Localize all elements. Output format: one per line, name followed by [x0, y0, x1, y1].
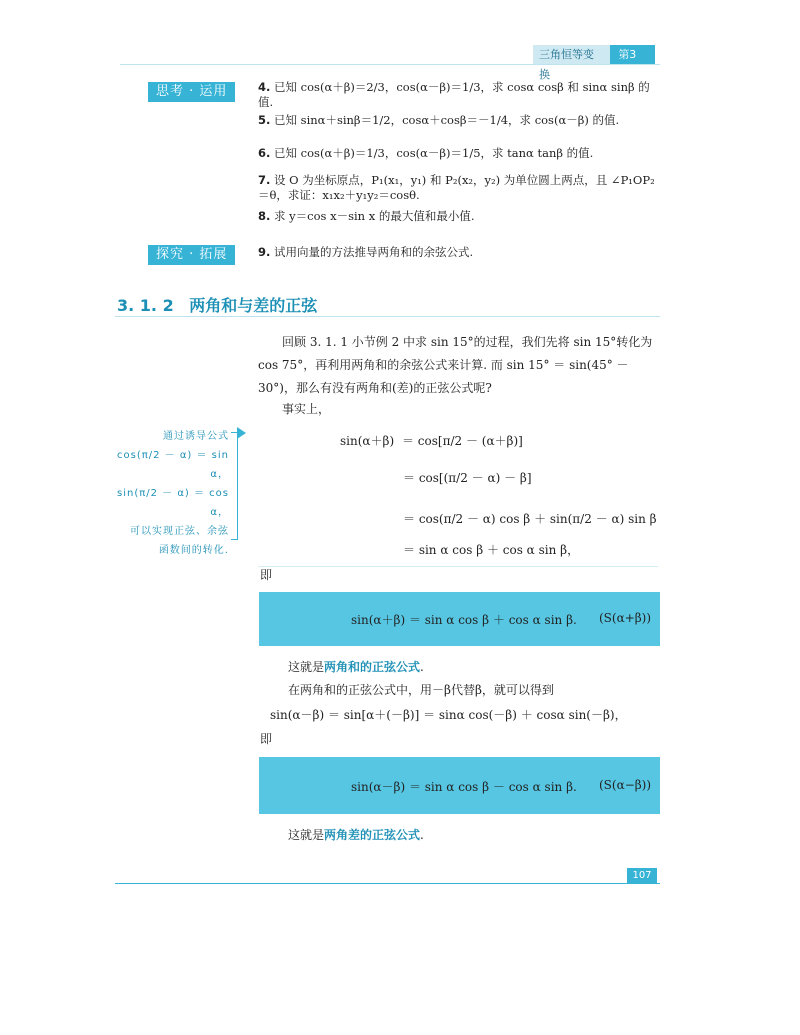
conclusion-prefix: 这就是	[288, 660, 325, 674]
sum-formula: sin(α＋β) ＝ sin α cos β ＋ cos α sin β.	[351, 613, 577, 627]
problem-number: 6.	[258, 146, 271, 160]
diff-formula-term: 两角差的正弦公式	[324, 828, 421, 842]
problem-6	[258, 146, 658, 161]
problem-number: 4.	[258, 80, 271, 94]
problem-number: 7.	[258, 173, 271, 187]
section-heading	[117, 293, 317, 316]
problem-number: 5.	[258, 113, 271, 127]
sum-conclusion	[288, 656, 424, 679]
derivation-line-4: ＝ sin α cos β ＋ cos α sin β，	[403, 543, 580, 557]
derivation-line-3: ＝ cos(π/2 － α) cos β ＋ sin(π/2 － α) sin β	[403, 512, 657, 526]
think-apply-tag: 思考 · 运用	[148, 82, 235, 102]
header-section-title: 三角恒等变换	[533, 45, 610, 65]
note-line: 可以实现正弦、余弦	[130, 526, 229, 537]
note-line: sin(π/2 － α) ＝ cos α，	[117, 488, 230, 518]
running-header	[533, 45, 655, 81]
section-divider	[115, 316, 660, 317]
minus-derivation: sin(α－β) ＝ sin[α＋(－β)] ＝ sinα cos(－β) ＋ cosα sin(－β)，	[270, 708, 627, 722]
diff-formula: sin(α－β) ＝ sin α cos β － cos α sin β.	[351, 780, 577, 794]
problem-text: 试用向量的方法推导两角和的余弦公式.	[274, 245, 474, 259]
derivation-line-1	[340, 432, 523, 449]
explore-extend-tag: 探究 · 拓展	[148, 245, 235, 265]
conclusion-prefix: 这就是	[288, 828, 325, 842]
note-line: cos(π/2 － α) ＝ sin α，	[117, 450, 230, 480]
problem-number: 9.	[258, 245, 271, 259]
sum-formula-term: 两角和的正弦公式	[324, 660, 421, 674]
section-title: 两角和与差的正弦	[189, 296, 318, 315]
conclusion-suffix: .	[420, 828, 424, 842]
margin-note	[117, 427, 229, 560]
problem-text: 已知 sinα＋sinβ＝1/2，cosα＋cosβ＝－1/4，求 cos(α－β) 的值.	[274, 113, 620, 127]
note-line: 通过诱导公式	[163, 431, 229, 442]
problem-text: 已知 cos(α＋β)＝2/3，cos(α－β)＝1/3，求 cosα cosβ 和 sinα sinβ 的值.	[258, 80, 650, 109]
faint-rule	[258, 566, 658, 567]
diff-formula-box	[259, 757, 660, 814]
problem-9	[258, 245, 658, 260]
header-divider	[120, 64, 660, 65]
note-bracket	[231, 432, 238, 540]
note-line: 函数间的转化.	[158, 545, 229, 556]
problem-text: 设 O 为坐标原点，P₁(x₁，y₁) 和 P₂(x₂，y₂) 为单位圆上两点，且 ∠P₁OP₂＝θ，求证：x₁x₂＋y₁y₂＝cosθ.	[258, 173, 655, 202]
flag-icon	[237, 427, 246, 439]
therefore-text-2: 即	[260, 732, 273, 746]
problem-text: 求 y＝cos x－sin x 的最大值和最小值.	[274, 209, 475, 223]
sum-formula-label: (S(α+β))	[599, 611, 652, 625]
header-chapter-badge: 第3章	[610, 45, 655, 65]
problem-number: 8.	[258, 209, 271, 223]
problem-4	[258, 80, 658, 110]
substitution-text: 在两角和的正弦公式中，用－β代替β，就可以得到	[288, 683, 554, 697]
problem-text: 已知 cos(α＋β)＝1/3，cos(α－β)＝1/5，求 tanα tanβ 的值.	[274, 146, 594, 160]
derivation-rhs: ＝ cos[π/2 － (α＋β)]	[401, 434, 523, 448]
page-number: 107	[627, 868, 657, 884]
problem-5	[258, 113, 658, 128]
section-number: 3. 1. 2	[117, 296, 174, 315]
derivation-lhs: sin(α＋β)	[340, 434, 395, 448]
diff-formula-label: (S(α−β))	[599, 778, 652, 792]
sum-formula-box	[259, 592, 660, 646]
problem-8	[258, 209, 658, 224]
intro-paragraph: 回顾 3. 1. 1 小节例 2 中求 sin 15°的过程，我们先将 sin 15°转化为 cos 75°，再利用两角和的余弦公式来计算. 而 sin 15° ＝ sin(45° － 30°)，那么有没有两角和(差)的正弦公式呢?	[258, 335, 653, 395]
in-fact-text: 事实上，	[282, 402, 331, 416]
conclusion-suffix: .	[420, 660, 424, 674]
footer-divider	[115, 883, 660, 884]
diff-conclusion	[288, 824, 424, 847]
problem-7	[258, 173, 658, 203]
derivation-line-2: ＝ cos[(π/2 － α) － β]	[403, 471, 532, 485]
therefore-text-1: 即	[260, 568, 273, 582]
